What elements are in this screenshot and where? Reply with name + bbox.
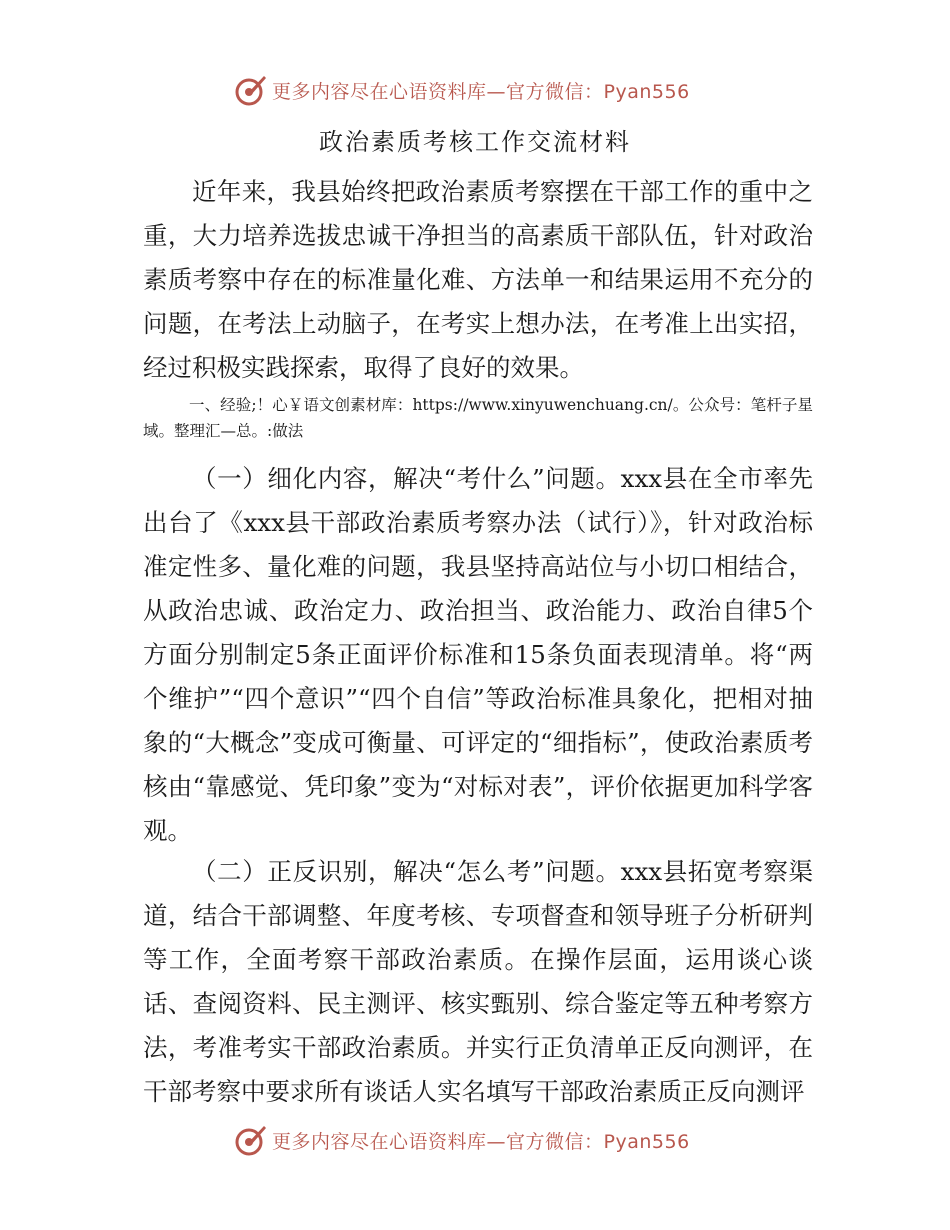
paragraph-section-heading: 一、经验;！心￥语文创素材库：https://www.xinyuwenchuang.cn/。公众号：笔杆子星域。整理汇—总。:做法 (143, 396, 813, 440)
document-title: 政治素质考核工作交流材料 (319, 128, 631, 156)
watermark-text: 更多内容尽在心语资料库—官方微信：Pyan556 (272, 1130, 690, 1153)
footer-watermark (234, 1120, 714, 1160)
header-watermark (234, 70, 714, 110)
paragraph-item-1: （一）细化内容，解决“考什么”问题。xxx县在全市率先出台了《xxx县干部政治素质考察办法（试行）》，针对政治标准定性多、量化难的问题，我县坚持高站位与小切口相结合，从政治忠诚、政治定力、政治担当、政治能力、政治自律5个方面分别制定5条正面评价标准和15条负面表现清单。将“两个维护”“四个意识”“四个自信”等政治标准具象化，把相对抽象的“大概念”变成可衡量、可评定的“细指标”，使政治素质考核由“靠感觉、凭印象”变为“对标对表”，评价依据更加科学客观。 (143, 464, 813, 845)
watermark-text: 更多内容尽在心语资料库—官方微信：Pyan556 (272, 80, 690, 103)
paragraph-item-2: （二）正反识别，解决“怎么考”问题。xxx县拓宽考察渠道，结合干部调整、年度考核、专项督查和领导班子分析研判等工作，全面考察干部政治素质。在操作层面，运用谈心谈话、查阅资料、民主测评、核实甄别、综合鉴定等五种考察方法，考准考实干部政治素质。并实行正负清单正反向测评，在干部考察中要求所有谈话人实名填写干部政治素质正反向测评 (143, 857, 813, 1106)
paragraph-intro: 近年来，我县始终把政治素质考察摆在干部工作的重中之重，大力培养选拔忠诚干净担当的高素质干部队伍，针对政治素质考察中存在的标准量化难、方法单一和结果运用不充分的问题，在考法上动脑子，在考实上想办法，在考准上出实招，经过积极实践探索，取得了良好的效果。 (143, 177, 813, 382)
quill-logo-icon (234, 1123, 268, 1157)
quill-logo-icon (234, 73, 268, 107)
